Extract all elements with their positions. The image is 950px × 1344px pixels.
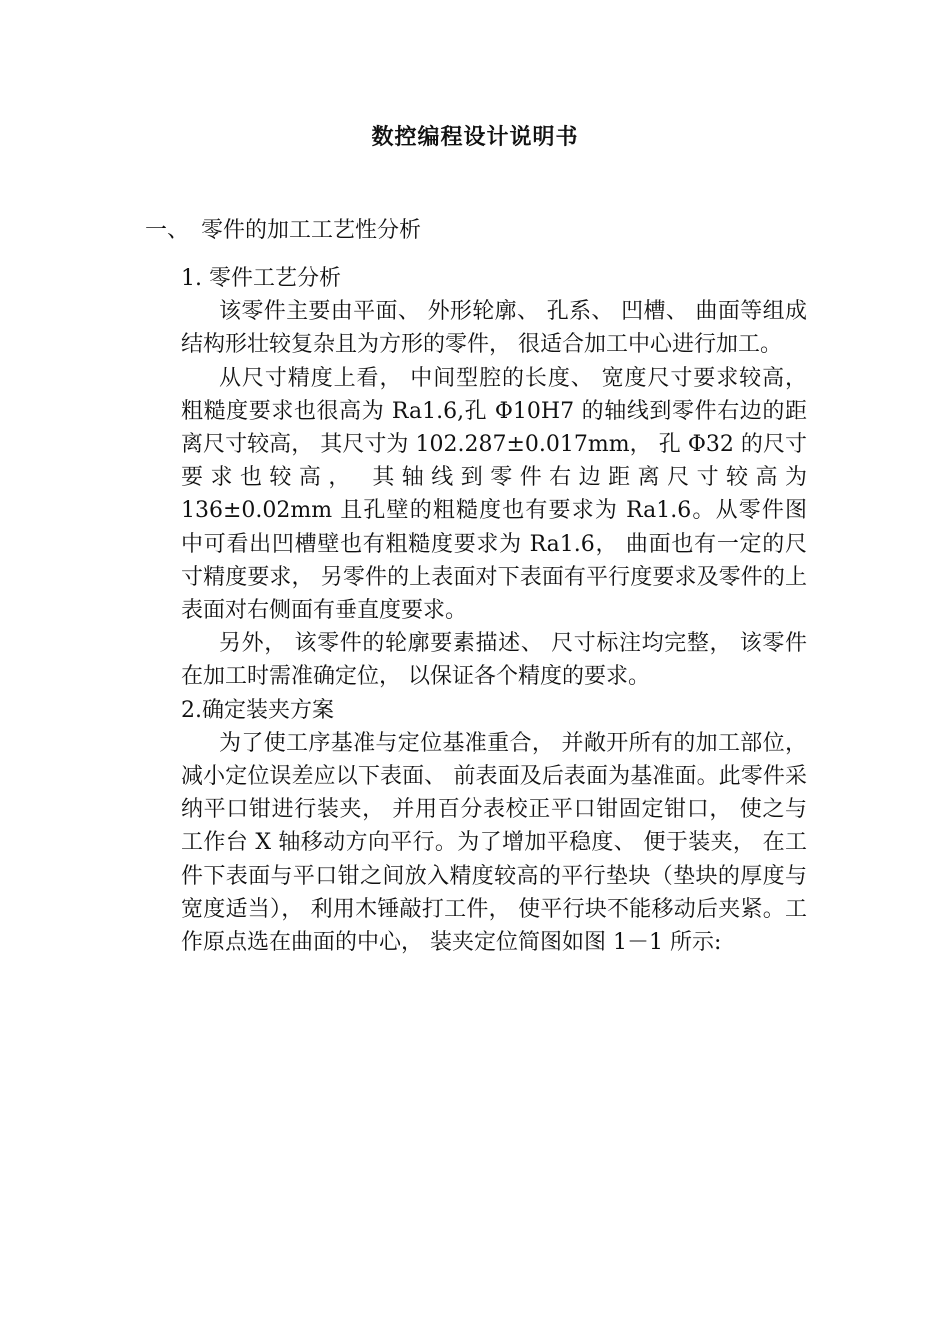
paragraph: 从尺寸精度上看， 中间型腔的长度、 宽度尺寸要求较高， 粗糙度要求也很高为 Ra1.6,孔 Φ10H7 的轴线到零件右边的距离尺寸较高， 其尺寸为 102.287±0.017mm， 孔 Φ32 的尺寸要求也较高， 其轴线到零件右边距离尺寸较高为 136±0.02mm 且孔壁的粗糙度也有要求为 Ra1.6。从零件图中可看出凹槽壁也有粗糙度要求为 Ra1.6， 曲面也有一定的尺寸精度要求， 另零件的上表面对下表面有平行度要求及零件的上表面对右侧面有垂直度要求。 (181, 365, 807, 624)
section-heading (145, 215, 421, 247)
subsection-heading-1: 1. 零件工艺分析 (181, 266, 341, 291)
document-body (181, 262, 807, 959)
paragraph: 另外， 该零件的轮廓要素描述、 尺寸标注均完整， 该零件在加工时需准确定位， 以保证各个精度的要求。 (181, 631, 807, 690)
section-number: 一、 (145, 218, 190, 243)
paragraph: 该零件主要由平面、 外形轮廓、 孔系、 凹槽、 曲面等组成结构形壮较复杂且为方形的零件， 很适合加工中心进行加工。 (181, 299, 807, 358)
paragraph: 为了使工序基准与定位基准重合， 并敞开所有的加工部位， 减小定位误差应以下表面、 前表面及后表面为基准面。此零件采纳平口钳进行装夹， 并用百分表校正平口钳固定钳口， 使之与工作台 X 轴移动方向平行。为了增加平稳度、 便于装夹， 在工件下表面与平口钳之间放入精度较高的平行垫块（垫块的厚度与宽度适当）， 利用木锤敲打工件， 使平行块不能移动后夹紧。工作原点选在曲面的中心， 装夹定位简图如图 1－1 所示: (181, 730, 807, 956)
document-title: 数控编程设计说明书 (371, 124, 579, 150)
section-title: 零件的加工工艺性分析 (201, 218, 422, 243)
subsection-heading-2: 2.确定装夹方案 (181, 697, 334, 723)
